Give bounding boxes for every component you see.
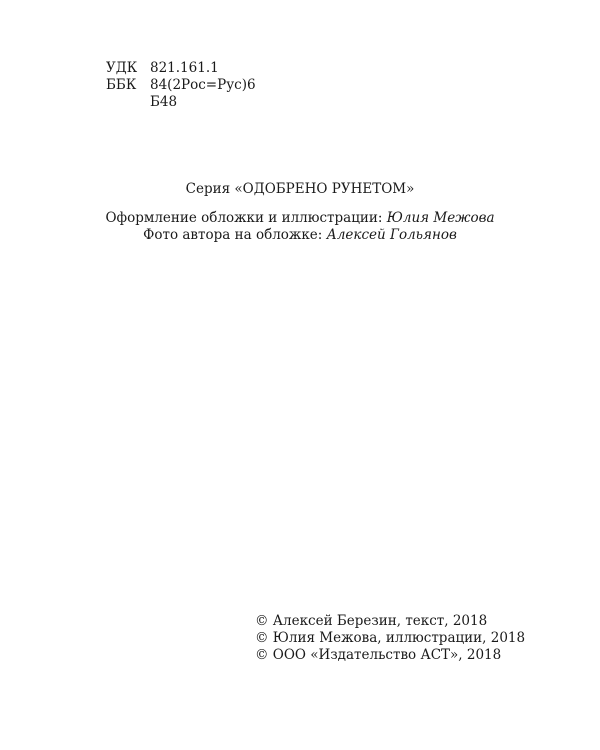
bbk-value: 84(2Рос=Рус)6	[150, 77, 256, 93]
bbk-key: ББК	[106, 77, 137, 93]
copyright-block	[255, 613, 525, 664]
author-mark-key	[106, 94, 150, 111]
photo-credit-line	[0, 227, 600, 244]
bbk-row	[106, 77, 256, 94]
author-mark-row	[106, 94, 256, 111]
copyright-publisher-line: © ООО «Издательство АСТ», 2018	[255, 647, 502, 663]
cover-credit-line	[0, 210, 600, 227]
photo-credit-name: Алексей Гольянов	[326, 227, 457, 243]
cover-credit-label: Оформление обложки и иллюстрации:	[105, 210, 383, 226]
udc-key: УДК	[106, 60, 138, 76]
udc-row	[106, 60, 256, 77]
copyright-illustrations-line: © Юлия Межова, иллюстрации, 2018	[255, 630, 526, 646]
udc-value: 821.161.1	[150, 60, 219, 76]
photo-credit-label: Фото автора на обложке:	[143, 227, 323, 243]
copyright-text-line: © Алексей Березин, текст, 2018	[255, 613, 488, 629]
author-mark-value: Б48	[150, 94, 178, 110]
cover-credit-name: Юлия Межова	[386, 210, 495, 226]
series-line: Серия «ОДОБРЕНО РУНЕТОМ»	[185, 181, 415, 197]
credits-block	[0, 181, 600, 244]
catalog-codes	[106, 60, 256, 111]
